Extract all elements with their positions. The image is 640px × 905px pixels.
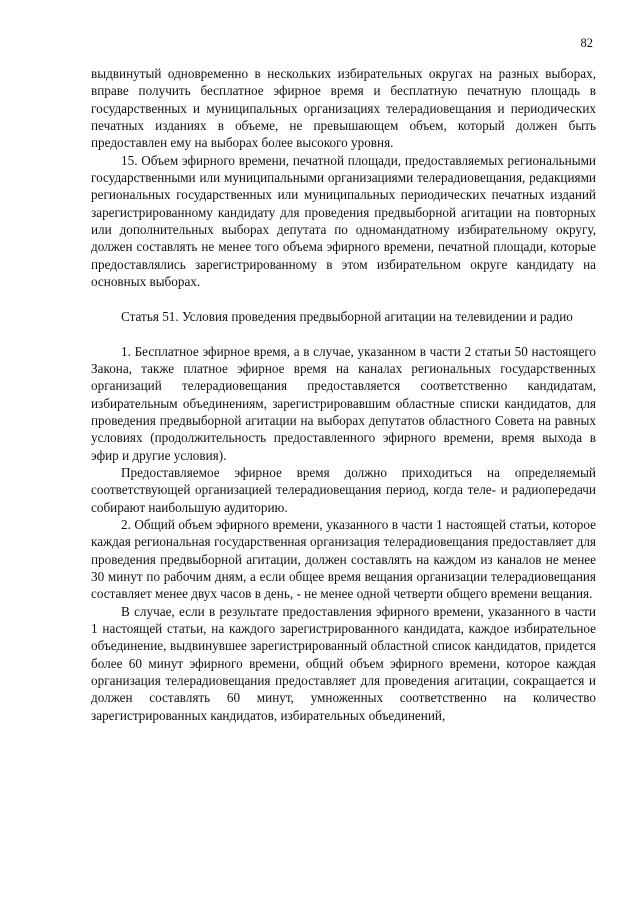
paragraph-item-1: 1. Бесплатное эфирное время, а в случае, указанном в части 2 статьи 50 настоящего Закона, также платное эфирное время на каналах региональных государственных организаций телерадиовещания предоставляется соответственно кандидатам, избирательным объединениям, зарегистрировавшим областные списки кандидатов, для проведения предвыборной агитации на выборах депутатов областного Совета на равных условиях (продолжительность предоставленного эфирного времени, время выхода в эфир и другие условия).	[91, 343, 596, 463]
article-heading: Статья 51. Условия проведения предвыборной агитации на телевидении и радио	[121, 308, 573, 324]
paragraph-gap	[91, 325, 596, 342]
paragraph-item-15: 15. Объем эфирного времени, печатной площади, предоставляемых региональными государственными или муниципальными организациями телерадиовещания, редакциями региональных государственных или муниципальных периодических печатных изданий зарегистрированному кандидату для проведения предвыборной агитации на повторных или дополнительных выборах депутата по одномандатному избирательному округу, должен составлять не менее того объема эфирного времени, печатной площади, которые предоставлялись зарегистрированному в этом избирательном округе кандидату на основных выборах.	[91, 152, 596, 290]
paragraph-gap	[91, 290, 596, 307]
paragraph-item-2: 2. Общий объем эфирного времени, указанного в части 1 настоящей статьи, которое каждая региональная государственная организация телерадиовещания предоставляет для проведения предвыборной агитации, должен составлять на каждом из каналов не менее 30 минут по рабочим дням, а если общее время вещания организации телерадиовещания составляет менее двух часов в день, - не менее одной четверти общего времени вещания.	[91, 516, 596, 602]
paragraph-broadcast-period: Предоставляемое эфирное время должно приходиться на определяемый соответствующей организацией телерадиовещания период, когда теле- и радиопередачи собирают наибольшую аудиторию.	[91, 464, 596, 515]
page-number: 82	[580, 36, 593, 50]
paragraph-reduction: В случае, если в результате предоставления эфирного времени, указанного в части 1 настоящей статьи, на каждого зарегистрированного кандидата, каждое избирательное объединение, выдвинувшее зарегистрированный областной список кандидатов, придется более 60 минут эфирного времени, общий объем эфирного времени, которое каждая организация телерадиовещания предоставляет для проведения агитации, сокращается и должен составлять 60 минут, умноженных соответственно на количество зарегистрированных кандидатов, избирательных объединений,	[91, 603, 596, 723]
paragraph-continued: выдвинутый одновременно в нескольких избирательных округах на разных выборах, вправе получить бесплатное эфирное время и бесплатную печатную площадь в государственных и муниципальных организациях телерадиовещания и периодических печатных изданиях в объеме, не превышающем объем, который должен быть предоставлен ему на выборах более высокого уровня.	[91, 66, 596, 151]
page-body	[91, 65, 596, 724]
